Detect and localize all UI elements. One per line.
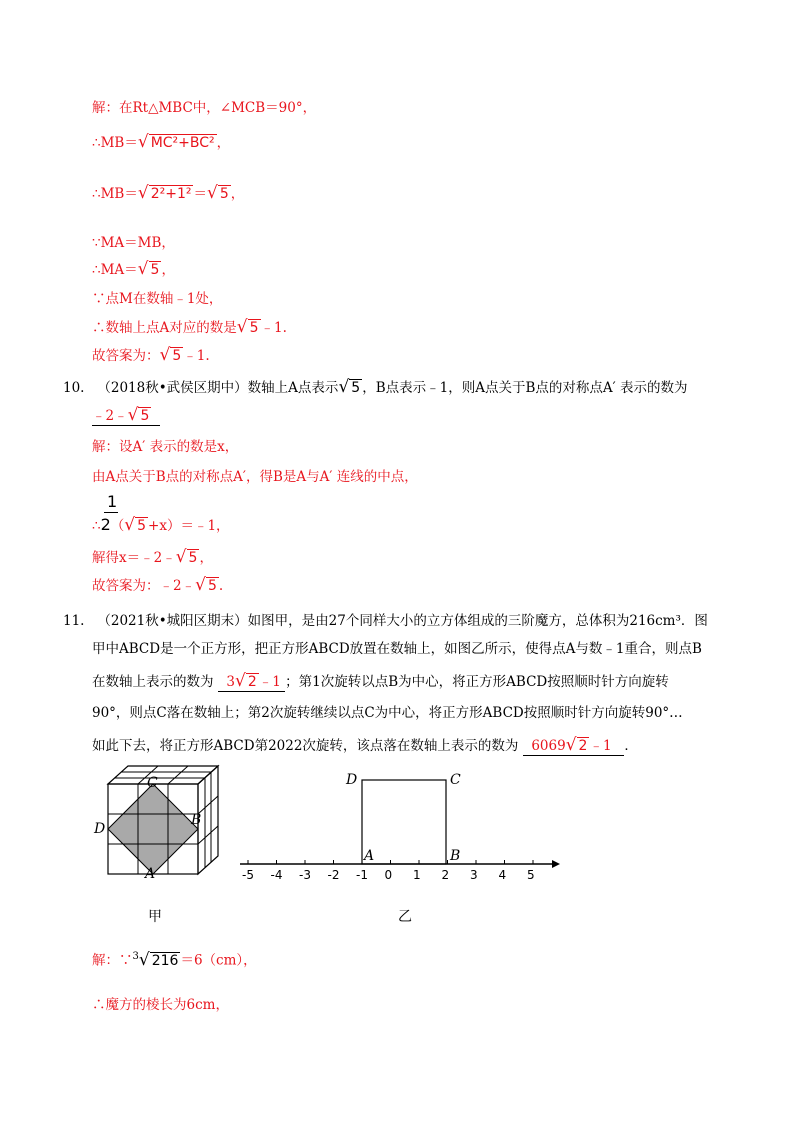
radicand: 2 xyxy=(578,738,588,754)
radicand: 5 xyxy=(219,186,229,202)
q11-sol-line2: ∴魔方的棱长为6cm， xyxy=(92,997,229,1013)
sol9-line5-post: ， xyxy=(161,262,175,278)
question-number: 11. xyxy=(63,613,85,629)
answer-blank-1 xyxy=(218,672,285,692)
axis-tick-label: -3 xyxy=(299,868,311,882)
q11-line2: 甲中ABCD是一个正方形，把正方形ABCD放置在数轴上，如图乙所示，使得点A与数﹣1重合，则点B xyxy=(92,641,702,657)
q10-sol-line2: 由A点关于B点的对称点A′，得B是A与A′ 连线的中点， xyxy=(92,469,418,485)
sol9-line5 xyxy=(92,260,175,279)
square-label-a: A xyxy=(364,848,375,864)
sqrt-expression: √ 2 xyxy=(234,671,257,691)
radicand: 5 xyxy=(207,578,217,594)
cube-label-c: C xyxy=(147,775,158,791)
sol9-line8-pre: 故答案为： xyxy=(92,348,160,364)
paren-open: （ xyxy=(110,518,125,534)
q11-line3-pre: 在数轴上表示的数为 xyxy=(92,674,214,690)
figure-yi-caption: 乙 xyxy=(398,909,412,925)
blank2-tail: ﹣1 xyxy=(589,738,612,754)
axis-tick-label: 2 xyxy=(441,868,450,882)
axis-tick-label: -2 xyxy=(327,868,340,882)
equals: ＝ xyxy=(193,186,207,202)
figure-jia-caption: 甲 xyxy=(148,909,162,925)
q11-sol-line1-pre: 解：∵ xyxy=(92,952,133,969)
sol9-line8 xyxy=(92,346,210,365)
fraction-denominator: 2 xyxy=(100,515,111,534)
radicand: 216 xyxy=(151,952,179,969)
sol9-line8-post: ﹣1. xyxy=(183,348,210,364)
answer-pre: ﹣2﹣ xyxy=(92,408,128,424)
q11-sol-line1-post: ＝6（cm）， xyxy=(180,952,257,969)
axis-tick-label: 1 xyxy=(413,868,421,882)
sqrt-expression: √ 5 xyxy=(338,377,361,397)
axis-tick-label: 3 xyxy=(470,868,478,882)
sol9-line7 xyxy=(92,318,287,337)
square-label-c: C xyxy=(450,772,461,788)
q10-sol-line3-post: +x）＝﹣1， xyxy=(148,518,230,534)
q10-sol-line3 xyxy=(92,516,230,535)
q10-text-b: ，B点表示﹣1，则A点关于B点的对称点A′ 表示的数为 xyxy=(362,380,688,396)
axis-tick-label: 5 xyxy=(527,868,535,882)
cube-label-b: B xyxy=(191,812,202,828)
radicand: 5 xyxy=(172,348,182,364)
answer-blank-2 xyxy=(523,736,625,756)
sol9-line2-pre: ∴MB＝ xyxy=(92,135,138,151)
q11-line3 xyxy=(92,672,669,692)
sol9-line2-post: ， xyxy=(216,135,231,151)
radicand: 2²+1² xyxy=(150,186,192,202)
q10-sol-line5-post: . xyxy=(218,578,224,594)
square-abcd xyxy=(362,780,446,864)
q11-sol-line1 xyxy=(92,948,257,970)
square-label-b: B xyxy=(450,848,461,864)
q11-line5-post: ． xyxy=(624,738,638,754)
question-number: 10. xyxy=(63,380,85,396)
sqrt-expression: √ 5 xyxy=(175,547,198,567)
radicand: MC²+BC² xyxy=(150,135,215,151)
q10-sol-line4-pre: 解得x＝﹣2﹣ xyxy=(92,550,176,566)
sol9-line1: 解：在Rt△MBC中，∠MCB＝90°， xyxy=(92,100,317,116)
sqrt-expression: √ 5 xyxy=(195,575,217,595)
grid-line xyxy=(198,826,218,844)
grid-line xyxy=(168,766,188,784)
radicand: 5 xyxy=(140,408,150,424)
q10-sol-line4 xyxy=(92,548,213,567)
sqrt-expression: √ 5 xyxy=(124,515,147,535)
axis-tick-label: -4 xyxy=(270,868,283,882)
square-label-d: D xyxy=(346,772,358,788)
sqrt-expression: √ 5 xyxy=(206,183,229,203)
sqrt-expression: √ MC²+BC² xyxy=(137,132,215,152)
square-abcd-shaded xyxy=(108,784,198,874)
q10-sol-line5-pre: 故答案为：﹣2﹣ xyxy=(92,578,196,594)
q10-sol-line5 xyxy=(92,576,223,595)
therefore: ∴ xyxy=(92,518,101,534)
radicand: 5 xyxy=(137,518,147,534)
axis-tick-label: -1 xyxy=(356,868,368,882)
radicand: 5 xyxy=(351,380,361,396)
sol9-line2 xyxy=(92,133,230,152)
sqrt-expression: √ 5 xyxy=(236,317,259,337)
radicand: 5 xyxy=(249,320,259,336)
q10-line1 xyxy=(63,378,688,397)
number-line-figure xyxy=(234,770,564,890)
radicand: 5 xyxy=(150,262,160,278)
sqrt-expression: √ 5 xyxy=(137,259,160,279)
sol9-line3-pre: ∴MB＝ xyxy=(92,186,138,202)
q10-text-a: （2018秋•武侯区期中）数轴上A点表示 xyxy=(97,380,339,396)
blank1-tail: ﹣1 xyxy=(258,674,281,690)
fraction-numerator: 1 xyxy=(107,492,118,511)
q10-sol-line1: 解：设A′ 表示的数是x， xyxy=(92,439,239,455)
sol9-line7-post: ﹣1. xyxy=(260,320,287,336)
blank2-coef: 6069 xyxy=(531,738,566,754)
cube-label-a: A xyxy=(145,866,156,882)
cube-root-expression: √ 216 xyxy=(138,949,179,970)
axis-tick-label: 0 xyxy=(384,868,393,882)
axis-tick-label: 4 xyxy=(498,868,507,882)
radicand: 5 xyxy=(188,550,198,566)
q11-line1 xyxy=(63,612,708,630)
sol9-line3 xyxy=(92,184,244,203)
axis-tick-label: -5 xyxy=(242,868,254,882)
sol9-line4: ∵MA＝MB， xyxy=(92,235,175,251)
radicand: 2 xyxy=(247,674,257,690)
sqrt-expression: √ 2²+1² xyxy=(137,183,192,203)
cube-label-d: D xyxy=(94,821,106,837)
answer-blank xyxy=(92,406,160,426)
sol9-line7-pre: ∴数轴上点A对应的数是 xyxy=(92,320,237,336)
sqrt-expression: √ 5 xyxy=(127,405,150,425)
axis-arrow-icon xyxy=(552,860,560,868)
sol9-line5-pre: ∴MA＝ xyxy=(92,262,138,278)
q11-line5 xyxy=(92,736,638,756)
q10-answer-blank xyxy=(92,406,160,426)
q10-sol-line4-post: ， xyxy=(199,550,213,566)
sqrt-expression: √ 2 xyxy=(565,735,588,755)
sol9-line6: ∵点M在数轴﹣1处， xyxy=(92,291,223,307)
sol9-line3-post: ， xyxy=(230,186,245,202)
cube-root-index: 3 xyxy=(132,951,139,962)
fraction-bar xyxy=(104,512,118,513)
q11-text-l1: （2021秋•城阳区期末）如图甲，是由27个同样大小的立方体组成的三阶魔方，总体积为216cm³．图 xyxy=(97,613,708,629)
q11-line5-pre: 如此下去，将正方形ABCD第2022次旋转，该点落在数轴上表示的数为 xyxy=(92,738,519,754)
blank1-coef: 3 xyxy=(226,674,235,690)
q11-line4: 90°，则点C落在数轴上；第2次旋转继续以点C为中心，将正方形ABCD按照顺时针方向旋转90°… xyxy=(92,705,683,721)
sqrt-expression: √ 5 xyxy=(159,345,182,365)
q11-line3-post: ；第1次旋转以点B为中心，将正方形ABCD按照顺时针方向旋转 xyxy=(285,674,669,690)
